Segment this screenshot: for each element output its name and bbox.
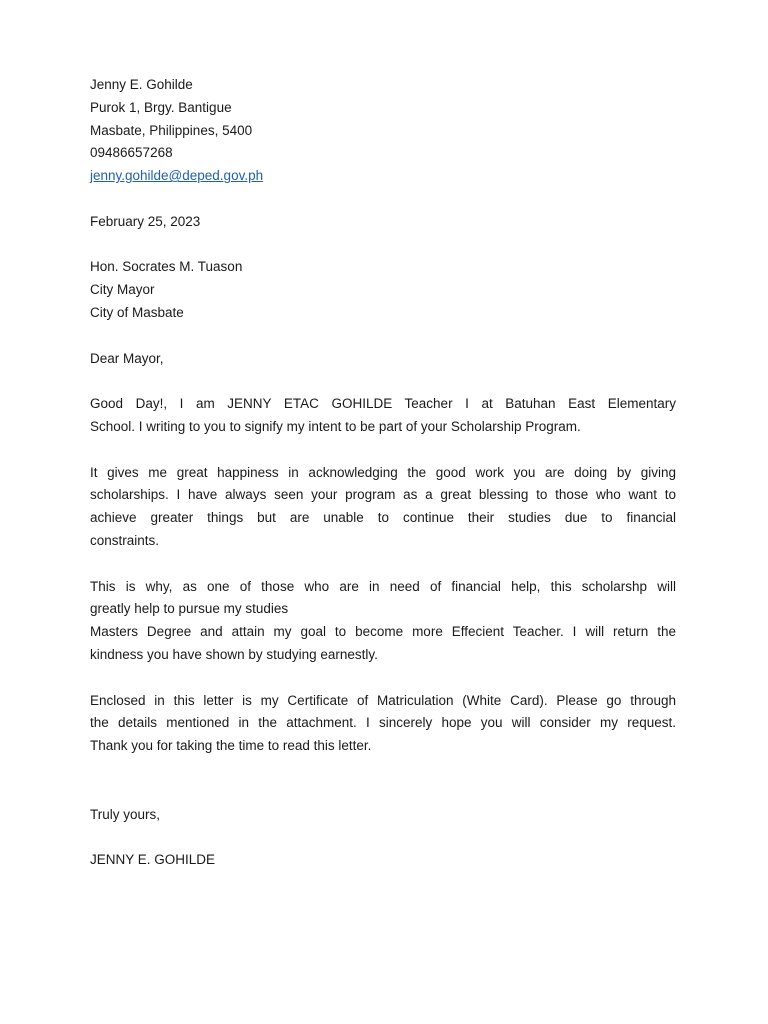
body-paragraph-1 — [90, 393, 676, 439]
body-paragraph-3 — [90, 576, 676, 667]
letter-date: February 25, 2023 — [90, 213, 201, 229]
letter-page — [90, 74, 676, 872]
paragraph-line: scholarships. I have always seen your program as a great blessing to those who want to — [90, 487, 676, 503]
paragraph-line: School. I writing to you to signify my intent to be part of your Scholarship Program. — [90, 418, 581, 434]
recipient-title: City Mayor — [90, 282, 155, 298]
signature-name: JENNY E. GOHILDE — [90, 852, 216, 868]
sender-email-link[interactable]: jenny.gohilde@deped.gov.ph — [90, 168, 264, 184]
recipient-name: Hon. Socrates M. Tuason — [90, 259, 243, 275]
paragraph-line: This is why, as one of those who are in need of financial help, this scholarshp will — [90, 578, 676, 594]
closing: Truly yours, — [90, 806, 161, 822]
body-paragraph-4 — [90, 690, 676, 758]
paragraph-line: Masters Degree and attain my goal to become more Effecient Teacher. I will return the — [90, 624, 676, 640]
salutation: Dear Mayor, — [90, 350, 164, 366]
paragraph-line: kindness you have shown by studying earnestly. — [90, 646, 378, 662]
paragraph-line: the details mentioned in the attachment. I sincerely hope you will consider my request. — [90, 715, 676, 731]
paragraph-line: It gives me great happiness in acknowledging the good work you are doing by giving — [90, 464, 676, 480]
sender-name: Jenny E. Gohilde — [90, 77, 193, 92]
paragraph-line: constraints. — [90, 532, 160, 548]
body-paragraph-2 — [90, 462, 676, 553]
recipient-block — [90, 256, 676, 324]
sender-address-line2: Masbate, Philippines, 5400 — [90, 122, 253, 138]
paragraph-line: Enclosed in this letter is my Certificate of Matriculation (White Card). Please go through — [90, 692, 676, 708]
sender-address-line1: Purok 1, Brgy. Bantigue — [90, 99, 232, 115]
sender-phone: 09486657268 — [90, 145, 173, 161]
paragraph-line: Good Day!, I am JENNY ETAC GOHILDE Teacher I at Batuhan East Elementary — [90, 396, 676, 412]
paragraph-line: achieve greater things but are unable to continue their studies due to financial — [90, 510, 676, 526]
recipient-organization: City of Masbate — [90, 304, 184, 320]
paragraph-line: Thank you for taking the time to read this letter. — [90, 738, 372, 754]
sender-block — [90, 74, 676, 188]
paragraph-line: greatly help to pursue my studies — [90, 601, 289, 617]
